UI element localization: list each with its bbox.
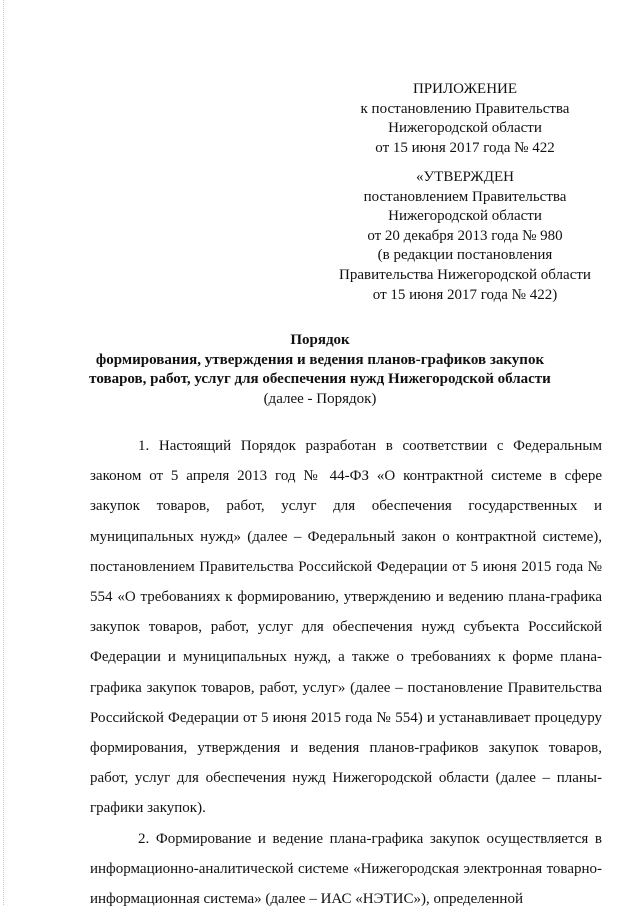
approval-line: от 20 декабря 2013 года № 980 (367, 227, 563, 244)
title-note: (далее - Порядок) (263, 390, 377, 407)
appendix-line: Нижегородской области (388, 120, 542, 137)
title-line: товаров, работ, услуг для обеспечения нужд Нижегородской области (89, 371, 551, 387)
appendix-line: к постановлению Правительства (360, 100, 570, 117)
paragraph-1: 1. Настоящий Порядок разработан в соответствии с Федеральным законом от 5 апреля 2013 год № 44-ФЗ «О контрактной системе в сфере закупок товаров, работ, услуг для обеспечения государственных и муниципальных нужд» (далее – Федеральный закон о контрактной системе), постановлением Правительства Российской Федерации от 5 июня 2015 года № 554 «О требованиях к формированию, утверждению и ведению плана-графика закупок товаров, работ, услуг для обеспечения нужд субъекта Российской Федерации и муниципальных нужд, а также о требованиях к форме плана-графика закупок товаров, работ, услуг» (далее – постановление Правительства Российской Федерации от 5 июня 2015 года № 554) и устанавливает процедуру формирования, утверждения и ведения планов-графиков закупок товаров, работ, услуг для обеспечения нужд Нижегородской области (далее – планы-графики закупок). (90, 438, 602, 817)
document-body (90, 431, 602, 914)
binding-margin-line (3, 0, 4, 905)
appendix-header (320, 80, 610, 158)
approval-line: постановлением Правительства (363, 188, 567, 205)
approval-line: (в редакции постановления (377, 247, 553, 264)
paragraph-2: 2. Формирование и ведение плана-графика закупок осуществляется в информационно-аналитической системе «Нижегородская электронная товарно-информационная система» (далее – ИАС «НЭТИС»), определенной (90, 830, 602, 908)
appendix-line: от 15 июня 2017 года № 422 (375, 139, 555, 156)
approval-line: от 15 июня 2017 года № 422) (372, 286, 558, 303)
title-heading: Порядок (290, 332, 350, 348)
document-title (60, 331, 580, 409)
title-line: формирования, утверждения и ведения планов-графиков закупок (95, 351, 545, 368)
approval-stamp (320, 168, 610, 305)
appendix-title: ПРИЛОЖЕНИЕ (412, 81, 518, 97)
approval-line: Нижегородской области (388, 208, 542, 225)
approval-line: Правительства Нижегородской области (339, 266, 591, 283)
approval-title: «УТВЕРЖДЕН (416, 169, 514, 185)
